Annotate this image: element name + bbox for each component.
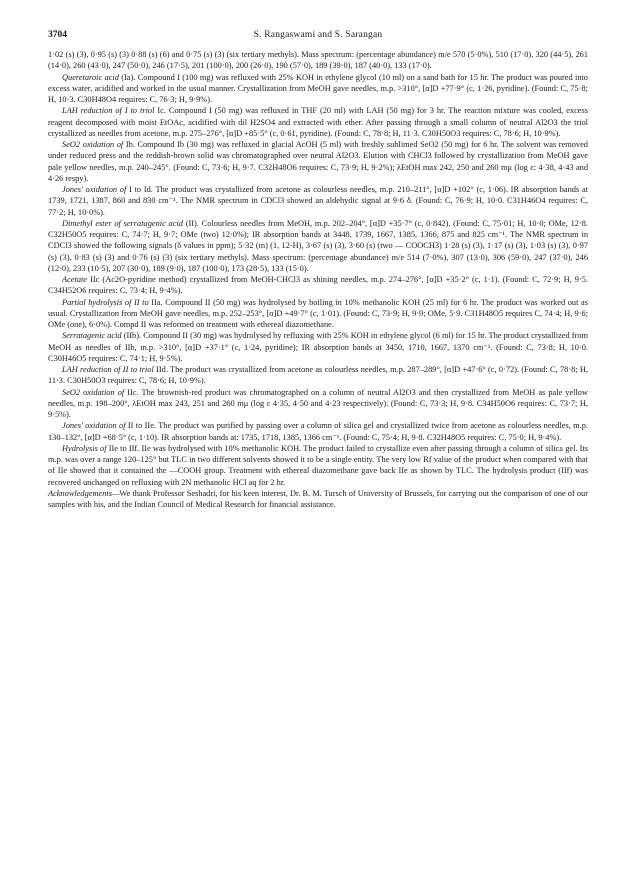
page-number: 3704 bbox=[48, 30, 67, 40]
body-paragraph bbox=[48, 297, 588, 331]
paragraph-lead: LAH reduction of II to triol bbox=[62, 365, 154, 374]
paragraph-lead: Serratagenic acid bbox=[62, 331, 122, 341]
body-paragraph bbox=[48, 330, 588, 364]
paragraph-lead: Jones' oxidation of bbox=[62, 421, 126, 431]
body-text bbox=[48, 49, 588, 510]
paragraph-lead: Acknowledgements— bbox=[48, 488, 120, 498]
paragraph-lead: Queretaroic acid bbox=[62, 72, 119, 82]
running-header bbox=[48, 30, 588, 44]
body-paragraph bbox=[48, 364, 588, 387]
paragraph-text: I to Id. The product was crystallized from acetone as colourless needles, m.p. 210–211°, [α]D +102° (c, 1·06). IR absorption bands at 1739, 1721, 1387, 860 and 830 cm⁻¹. The NMR spectrum in CDCl3 showed an aldehydic signal at 9·6 δ. (Found: C, 76·9; H, 10·0. C31H46O4 requires: C, 77·2; H, 10·0%). bbox=[48, 185, 588, 217]
paragraph-text: 1·02 (s) (3), 0·95 (s) (3) 0·88 (s) (6) and 0·75 (s) (3) (six tertiary methyls). Mass spectrum: (percentage abundance) m/e 570 (5·0%), 510 (17·0), 320 (44·5), 261 (14·0), 260 (43·0), 247 (50·0), 246 (17·5), 201 (100·0), 200 (26·0), 190 (57·0), 189 (39·0), 187 (40·0), 133 (17·0). bbox=[48, 50, 588, 71]
paragraph-text: Ic. Compound I (50 mg) was refluxed in THF (20 ml) with LAH (50 mg) for 3 hr. The reaction mixture was cooled, excess reagent decomposed with moist EtOAc, acidified with dil H2SO4 and extracted with ether. After passing through a small column of neutral Al2O3 the triol crystallized as needles from acetone, m.p. 275–276°, [α]D +85·5° (c, 0·61, pyridine). (Found: C, 78·8; H, 11·3. C30H50O3 requires: C, 78·6; H, 10·9%). bbox=[48, 106, 588, 138]
paragraph-lead: LAH reduction of I to triol bbox=[62, 106, 155, 116]
body-paragraph bbox=[48, 387, 588, 421]
paragraph-lead: Partial hydrolysis of II to bbox=[62, 297, 149, 307]
paper-page bbox=[48, 30, 588, 510]
paragraph-lead: Dimethyl ester of serratagenic acid bbox=[62, 218, 183, 228]
paragraph-lead: SeO2 oxidation of bbox=[62, 140, 124, 149]
body-paragraph bbox=[48, 420, 588, 443]
paragraph-text: Ib. Compound Ib (30 mg) was refluxed in glacial AcOH (5 ml) with freshly sublimed SeO2 (50 mg) for 6 hr. The solvent was removed under reduced press and the reddish-brown solid was chromatographed over neutral Al2O3. Elution with CHCl3 followed by crystallization from MeOH gave pale yellow needles, m.p. 240–245°. (Found: C, 73·6; H, 9·7. C32H48O6 requires: C, 73·9; H, 9·2%); λEtOH max 242, 250 and 260 mμ (log ε: 4·38, 4·43 and 4·26 respy). bbox=[48, 140, 588, 183]
paragraph-text: IIa. Compound II (50 mg) was hydrolysed by boiling in 10% methanolic KOH (25 ml) for 6 hr. The product was worked out as usual. Crystallization from MeOH gave needles, m.p. 252–253°, [α]D +49·7° (c, 1·01). (Found: C, 73·9; H, 9·9; OMe, 5·9. C31H48O5 requires C, 74·4; H, 9·6; OMe (one), 6·0%). Compd II was reformed on treatment with ethereal diazomethane. bbox=[48, 297, 588, 329]
paragraph-text: (Ia). Compound I (100 mg) was refluxed with 25% KOH in ethylene glycol (10 ml) on a sand bath for 15 hr. The product was poured into excess water, acidified and worked in the usual manner. Crystallization from MeOH gave needles, m.p. >310°, [α]D +77·9° (c, 1·26, pyridine). (Found: C, 75·8; H, 10·3. C30H48O4 requires: C, 76·3; H, 9·9%). bbox=[48, 72, 588, 104]
body-paragraph bbox=[48, 274, 588, 297]
paragraph-text: IId. The product was crystallized from acetone as colourless needles, m.p. 287–289°, [α]D +47·6° (c, 0·72). (Found: C, 78·8; H, 11·3. C30H50O3 requires: C, 78·6; H, 10·9%). bbox=[48, 365, 588, 386]
paragraph-lead: SeO2 oxidation of bbox=[62, 387, 125, 397]
body-paragraph bbox=[48, 139, 588, 184]
paragraph-lead: Jones' oxidation of bbox=[62, 185, 127, 194]
body-paragraph bbox=[48, 72, 588, 106]
paragraph-text: IIc. The brownish-red product was chromatographed on a column of neutral Al2O3 and then crystallized from MeOH as pale yellow needles, m.p. 198–200°, λEtOH max 243, 251 and 260 mμ (log ε 4·35, 4·50 and 4·23 respectively). (Found: C, 73·3; H, 9·8. C34H50O6 requires: C, 73·7; H, 9·5%). bbox=[48, 387, 588, 419]
body-paragraph bbox=[48, 49, 588, 72]
paragraph-text: IIe to IIf. IIe was hydrolysed with 10% methanolic KOH. The product failed to crystallize even after passing through a column of silica gel. Its m.p. was over a range 120–125° but TLC in two different solvents showed it to be a single entity. The very low Rf value of the product when compared with that of IIe showed that it contained the —COOH group. Treatment with ethereal diazomethane gave back IIe as shown by TLC. The hydrolysis product (IIf) was recovered unchanged on refluxing with 2N methanolic HCl aq for 2 hr. bbox=[48, 443, 588, 487]
body-paragraph bbox=[48, 218, 588, 274]
body-paragraph bbox=[48, 443, 588, 488]
body-paragraph bbox=[48, 105, 588, 139]
paragraph-text: IIc (Ac2O-pyridine method) crystallized from MeOH-CHCl3 as shining needles, m.p. 274–276°, [α]D +35·2° (c, 1·1). (Found: C, 72·9; H, 9·5. C34H52O6 requires: C, 73·4; H, 9·4%). bbox=[48, 275, 588, 296]
acknowledgements-paragraph bbox=[48, 488, 588, 511]
paragraph-lead: Acetate bbox=[62, 275, 88, 284]
body-paragraph bbox=[48, 184, 588, 218]
paragraph-text: II to IIe. The product was purified by passing over a column of silica gel and crystallized twice from acetone as colourless needles, m.p. 130–132°, [α]D +68·5° (c, 1·10). IR absorption bands at: 1735, 1718, 1385, 1366 cm⁻¹. (Found: C, 75·4; H, 9·8. C32H48O5 requires: C, 75·0; H, 9·4%). bbox=[48, 421, 588, 442]
paragraph-text: (II). Colourless needles from MeOH, m.p. 202–204°, [α]D +35·7° (c, 0·842). (Found: C, 75·01; H, 10·0; OMe, 12·8. C32H50O5 requires: C, 74·7; H, 9·7; OMe (two) 12·0%); IR absorption bands at 3448, 1739, 1667, 1385, 1366, 875 and 825 cm⁻¹. The NMR spectrum in CDCl3 showed the following signals (δ values in ppm); 5·32 (m) (1, 12-H), 3·67 (s) (3), 3·60 (s) (two — COOCH3) 1·28 (s) (3), 1·17 (s) (3), 1·03 (s) (3), 0·97 (s) (3), 0·83 (s) (3) and 0·76 (s) (3) (six tertiary methyls). Mass spectrum: (percentage abundance) m/e 514 (7·0%), 307 (13·0), 306 (59·0), 247 (37·0), 246 (12·0), 233 (10·5), 207 (30·0), 189 (9·0), 187 (100·0), 173 (28·5), 133 (15·0). bbox=[48, 218, 588, 273]
paragraph-text: We thank Professor Seshadri, for his keen interest, Dr. B. M. Tursch of University of Brussels, for carrying out the comparison of one of our samples with his, and the Indian Council of Medical Research for financial assistance. bbox=[48, 488, 588, 509]
running-authors: S. Rangaswami and S. Sarangan bbox=[253, 30, 383, 40]
paragraph-text: (IIb). Compound II (30 mg) was hydrolysed by refluxing with 25% KOH in ethylene glycol (6 ml) for 15 hr. The product crystallized from MeOH as needles of IIb, m.p. >310°, [α]D +37·1° (c, 1·24, pyridine); IR absorption bands at 3450, 1710, 1667, 1370 cm⁻¹. (Found: C, 73·8; H, 10·0. C30H46O5 requires: C, 74·1; H, 9·5%). bbox=[48, 331, 588, 363]
paragraph-lead: Hydrolysis of bbox=[62, 443, 107, 453]
